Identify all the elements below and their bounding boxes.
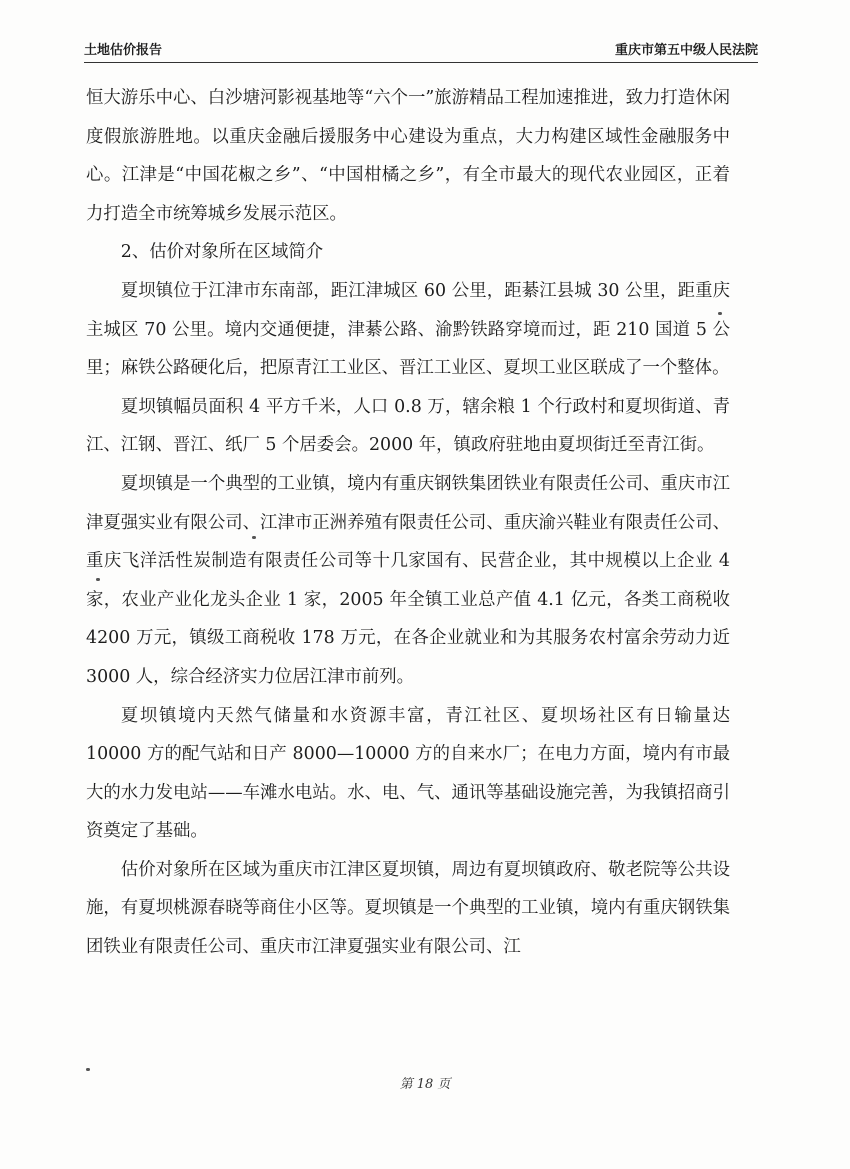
scan-speck	[718, 312, 722, 315]
paragraph-tourism-finance: 恒大游乐中心、白沙塘河影视基地等“六个一”旅游精品工程加速推进，致力打造休闲度假旅游胜地。以重庆金融后援服务中心建设为重点，大力构建区域性金融服务中心。江津是“中国花椒之乡”、“中国柑橘之乡”，有全市最大的现代农业园区，正着力打造全市统筹城乡发展示范区。	[86, 88, 730, 224]
paragraph-industry: 夏坝镇是一个典型的工业镇，境内有重庆钢铁集团铁业有限责任公司、重庆市江津夏强实业有限公司、江津市正洲养殖有限责任公司、重庆渝兴鞋业有限责任公司、重庆飞洋活性炭制造有限责任公司等十几家国有、民营企业，其中规模以上企业 4 家，农业产业化龙头企业 1 家，2005 年全镇工业总产值 4.1 亿元，各类工商税收 4200 万元，镇级工商税收 178 万元，在各企业就业和为其服务农村富余劳动力近 3000 人，综合经济实力位居江津市前列。	[86, 473, 730, 687]
scan-speck	[86, 1068, 90, 1071]
paragraph-area-population: 夏坝镇幅员面积 4 平方千米，人口 0.8 万，辖余粮 1 个行政村和夏坝街道、青江、江钢、晋江、纸厂 5 个居委会。2000 年，镇政府驻地由夏坝街迁至青江街。	[86, 396, 730, 456]
page-header	[84, 36, 758, 63]
header-report-title: 土地估价报告	[84, 43, 163, 58]
scan-speck	[252, 536, 256, 539]
page-number: 第 18 页	[399, 1077, 451, 1092]
document-body	[86, 79, 730, 967]
paragraph-infrastructure: 夏坝镇境内天然气储量和水资源丰富，青江社区、夏坝场社区有日输量达 10000 方的配气站和日产 8000—10000 方的自来水厂；在电力方面，境内有市最大的水力发电站——车滩水电站。水、电、气、通讯等基础设施完善，为我镇招商引资奠定了基础。	[86, 705, 730, 842]
scan-speck	[96, 578, 100, 581]
section-heading: 2、估价对象所在区域简介	[120, 242, 324, 263]
header-court-name: 重庆市第五中级人民法院	[614, 43, 758, 58]
paragraph-location: 夏坝镇位于江津市东南部，距江津城区 60 公里，距綦江县城 30 公里，距重庆主城区 70 公里。境内交通便捷，津綦公路、渝黔铁路穿境而过，距 210 国道 5 公里；麻铁公路硬化后，把原青江工业区、晋江工业区、夏坝工业区联成了一个整体。	[86, 280, 730, 379]
paragraph-subject-area: 估价对象所在区域为重庆市江津区夏坝镇，周边有夏坝镇政府、敬老院等公共设施，有夏坝桃源春晓等商住小区等。夏坝镇是一个典型的工业镇，境内有重庆钢铁集团铁业有限责任公司、重庆市江津夏强实业有限公司、江	[86, 859, 730, 958]
